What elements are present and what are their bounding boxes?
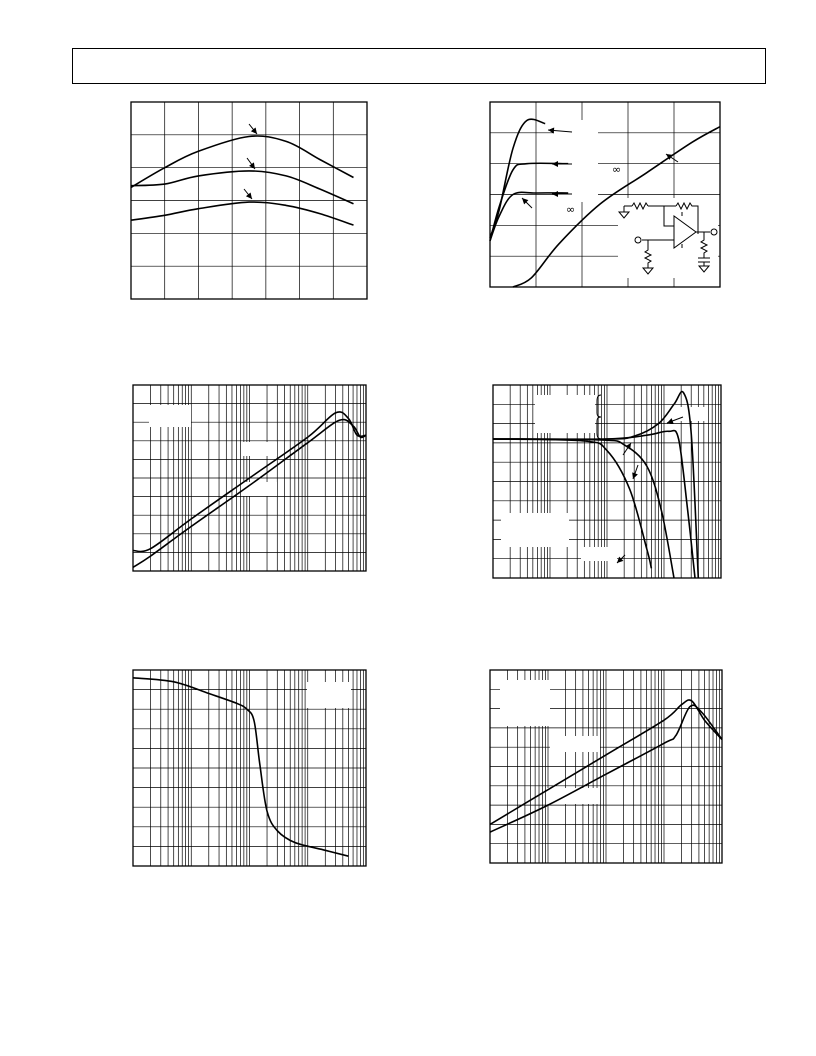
page-header-box: [72, 48, 766, 84]
callout-arrowhead: [251, 127, 257, 134]
plot-6: [490, 670, 722, 863]
label-box: [550, 736, 600, 752]
label-box: [581, 547, 617, 561]
label-box: [243, 442, 277, 456]
annotation-infinity-1: ∞: [612, 163, 622, 176]
plot-3: [133, 385, 366, 571]
test-circuit-schematic: [618, 198, 718, 278]
label-box: [243, 482, 277, 496]
label-box: [535, 395, 595, 433]
plot-5: [133, 670, 366, 866]
label-box: [500, 680, 550, 726]
label-box: [307, 682, 351, 708]
series-line-4: [493, 439, 651, 568]
callout-arrowhead: [246, 192, 252, 199]
legend-brace: [597, 395, 601, 439]
plot-2: [490, 102, 720, 287]
plot-4: [493, 385, 721, 578]
label-box: [501, 513, 569, 547]
label-box: [149, 405, 191, 427]
plot-1: [131, 102, 367, 299]
annotation-infinity-2: ∞: [566, 203, 576, 216]
plot-grid: [131, 102, 367, 299]
callout-arrowhead: [625, 443, 631, 450]
label-box: [554, 120, 598, 202]
